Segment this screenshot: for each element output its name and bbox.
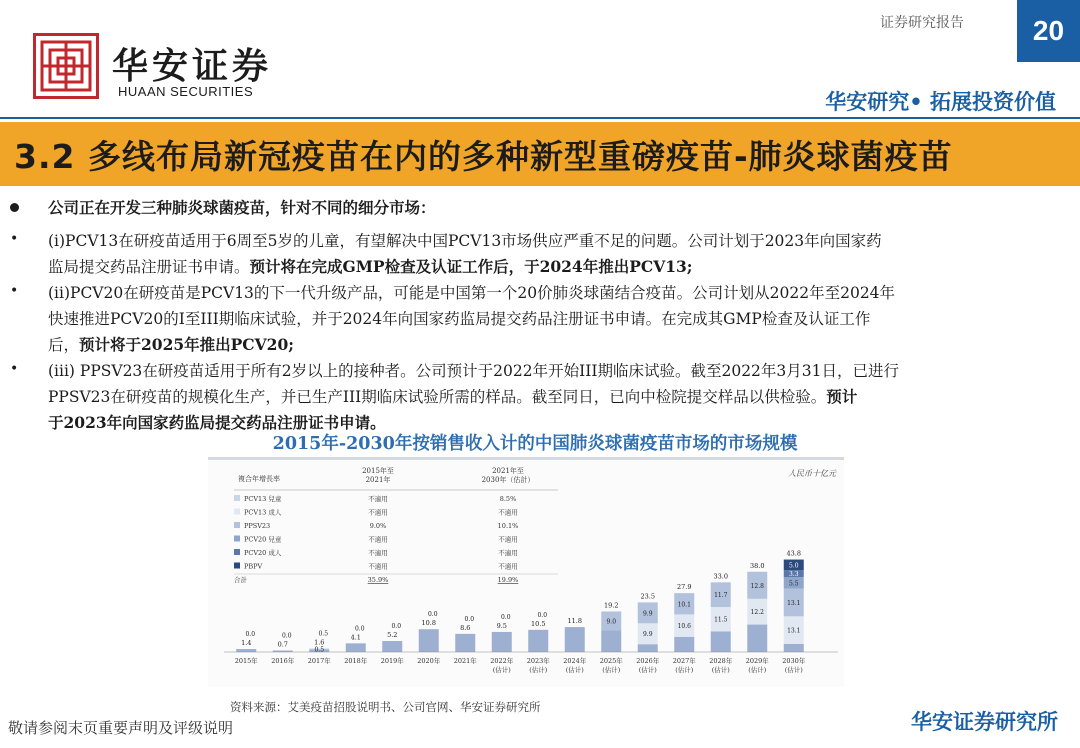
text-run: (i)PCV13在研疫苗适用于6周至5岁的儿童，有望解决中国PCV13市场供应严重不足的问题。公司计划于2023年向国家药: [48, 232, 882, 250]
segment-label: 0.5: [314, 646, 325, 654]
category-label: 2021年: [453, 657, 477, 665]
table-header: 2030年（估計）: [481, 476, 535, 484]
segment-label: 10.6: [677, 623, 691, 631]
total-label: 43.8: [786, 549, 801, 558]
intro-text: 公司正在开发三种肺炎球菌疫苗，针对不同的细分市场：: [48, 198, 436, 217]
company-logo-icon: [33, 33, 99, 99]
category-label: 2029年: [745, 657, 769, 665]
category-label: 2016年: [271, 657, 295, 665]
text-run: (ii)PCV20在研疫苗是PCV13的下一代升级产品，可能是中国第一个20价肺炎球菌结合疫苗。公司计划从2022年至2024年: [48, 284, 896, 302]
bar-segment-base: [638, 644, 658, 652]
cagr-value: 不適用: [368, 495, 388, 503]
bar-segment-base: [236, 649, 256, 652]
legend-entry: 合計: [234, 576, 247, 584]
total-label: 10.5: [531, 619, 546, 628]
cagr-value: 9.0%: [369, 522, 387, 530]
logo-mark-icon: [36, 36, 96, 96]
bar-segment-base: [747, 625, 767, 652]
report-type-label: 证券研究报告: [880, 15, 964, 31]
bullet-dot-icon: [10, 203, 19, 212]
total-label: 8.6: [460, 623, 471, 632]
table-header: 2021年: [365, 476, 391, 484]
cagr-value: 19.9%: [497, 576, 519, 584]
bar-segment-base: [565, 627, 585, 652]
category-label: (估计): [529, 666, 548, 674]
paragraph-line: [48, 384, 1052, 410]
category-label: (估计): [565, 666, 584, 674]
chart-title: 2015年-2030年按销售收入计的中国肺炎球菌疫苗市场的市场规模: [272, 434, 798, 454]
bullet-marker: •: [10, 231, 19, 247]
text-run: 后，: [48, 336, 80, 354]
top-label: 0.0: [427, 611, 438, 619]
segment-label: 9.9: [642, 610, 653, 618]
legend-swatch: [234, 522, 240, 528]
table-header: 複合年增長率: [238, 475, 280, 483]
bullet-marker: •: [10, 283, 19, 299]
bar-segment-base: [674, 637, 694, 652]
total-label: 9.5: [496, 621, 507, 630]
total-label: 4.1: [350, 633, 361, 642]
slogan: 华安研究• 拓展投资价值: [825, 90, 1056, 114]
header-divider: [0, 117, 1080, 119]
section-title-bar: [0, 122, 1080, 186]
category-label: 2024年: [563, 657, 587, 665]
top-label: 0.0: [281, 632, 292, 640]
total-label: 23.5: [640, 592, 655, 601]
footer-brand: 华安证券研究所: [911, 710, 1058, 734]
bar-segment-base: [711, 631, 731, 652]
segment-label: 11.5: [714, 616, 728, 624]
total-label: 19.2: [604, 601, 619, 610]
top-label: 0.0: [500, 613, 511, 621]
category-label: 2022年: [490, 657, 514, 665]
total-label: 5.2: [387, 631, 398, 640]
legend-entry: PBPV: [244, 562, 263, 571]
top-label: 0.0: [354, 625, 365, 633]
text-run: PPSV23在研疫苗的规模化生产，并已生产III期临床试验所需的样品。截至同日，已向中检院提交样品以供检验。: [48, 388, 827, 406]
top-label: 0.5: [318, 630, 329, 638]
legend-swatch: [234, 509, 240, 515]
total-label: 10.8: [421, 619, 436, 628]
table-header: 2015年至: [362, 467, 394, 475]
legend-entry: PPSV23: [244, 522, 271, 530]
total-label: 27.9: [677, 583, 692, 592]
category-label: 2030年: [782, 657, 806, 665]
segment-label: 9.9: [642, 631, 653, 639]
segment-label: 12.2: [750, 609, 764, 617]
paragraph-line: [48, 332, 1052, 358]
bar-segment-base: [382, 641, 402, 652]
segment-label: 10.1: [677, 601, 691, 609]
cagr-value: 不適用: [498, 508, 518, 517]
table-header: 2021年至: [492, 467, 524, 475]
top-label: 0.0: [537, 611, 548, 619]
paragraph-line: [48, 254, 1052, 280]
segment-label: 12.8: [750, 582, 764, 590]
segment-label: 5.0: [788, 562, 799, 570]
bold-text-run: 于2023年向国家药监局提交药品注册证书申请。: [48, 413, 386, 432]
bold-text-run: 预计将于2025年推出PCV20;: [79, 335, 294, 354]
top-label: 0.0: [391, 623, 402, 631]
legend-swatch: [234, 563, 240, 569]
bar-segment-base: [419, 629, 439, 652]
cagr-value: 不適用: [368, 535, 388, 544]
segment-label: 5.5: [788, 580, 799, 588]
category-label: (估计): [748, 666, 767, 674]
page-number-badge: 20: [1017, 0, 1080, 62]
legend-entry: PCV20 兒童: [244, 535, 282, 544]
text-run: (iii) PPSV23在研疫苗适用于所有2岁以上的接种者。公司预计于2022年开始III期临床试验。截至2022年3月31日，已进行: [48, 362, 899, 380]
paragraph-pcv20: [48, 280, 1052, 358]
category-label: 2023年: [526, 657, 550, 665]
logo-english-name: HUAAN SECURITIES: [118, 84, 254, 99]
legend-entry: PCV13 成人: [244, 508, 282, 517]
paragraph-line: [48, 280, 1052, 306]
total-label: 0.7: [277, 640, 288, 649]
text-run: 快速推进PCV20的I至III期临床试验，并于2024年向国家药监局提交药品注册证书申请。在完成其GMP检查及认证工作: [48, 310, 871, 328]
segment-label: 13.1: [787, 599, 801, 607]
category-label: 2015年: [234, 657, 258, 665]
logo-chinese-name: 华安证券: [112, 45, 273, 87]
paragraph-line: [48, 228, 1052, 254]
segment-label: 11.7: [714, 592, 728, 600]
category-label: (估计): [638, 666, 657, 674]
total-label: 11.8: [567, 617, 582, 626]
legend-entry: PCV13 兒童: [244, 495, 282, 503]
segment-label: 9.0: [606, 618, 617, 626]
legend-entry: PCV20 成人: [244, 549, 282, 557]
category-label: 2027年: [672, 657, 696, 665]
paragraph-pcv13: [48, 228, 1052, 280]
paragraph-ppsv23: [48, 358, 1052, 436]
category-label: 2026年: [636, 657, 660, 665]
cagr-value: 10.1%: [497, 522, 519, 530]
legend-swatch: [234, 549, 240, 555]
category-label: 2028年: [709, 657, 733, 665]
source-note: 资料来源：艾美疫苗招股说明书、公司官网、华安证券研究所: [230, 700, 541, 714]
category-label: 2018年: [344, 657, 368, 665]
section-title: 3.2 多线布局新冠疫苗在内的多种新型重磅疫苗-肺炎球菌疫苗: [14, 136, 953, 176]
bold-text-run: 预计: [826, 387, 858, 406]
bold-text-run: 预计将在完成GMP检查及认证工作后，于2024年推出PCV13;: [249, 257, 693, 276]
top-label: 0.0: [464, 615, 475, 623]
category-label: 2019年: [380, 657, 404, 665]
category-label: (估计): [602, 666, 621, 674]
bar-segment-base: [528, 630, 548, 652]
segment-label: 3.3: [788, 571, 799, 579]
bullet-marker: •: [10, 361, 19, 377]
cagr-value: 不適用: [498, 535, 518, 544]
segment-label: 13.1: [787, 627, 801, 635]
bar-segment-base: [346, 643, 366, 652]
bar-segment-base: [492, 632, 512, 652]
cagr-value: 不適用: [368, 508, 388, 517]
paragraph-line: [48, 306, 1052, 332]
bar-segment-base: [455, 634, 475, 652]
cagr-value: 不適用: [368, 549, 388, 557]
footer-disclaimer: 敬请参阅末页重要声明及评级说明: [8, 719, 234, 737]
paragraph-line: [48, 358, 1052, 384]
cagr-value: 不適用: [368, 562, 388, 571]
total-label: 1.4: [241, 639, 252, 648]
category-label: (估计): [675, 666, 694, 674]
text-run: 监局提交药品注册证书申请。: [48, 258, 250, 276]
category-label: 2017年: [307, 657, 331, 665]
market-size-chart: [208, 460, 844, 690]
category-label: (估计): [784, 666, 803, 674]
cagr-value: 不適用: [498, 549, 518, 557]
legend-swatch: [234, 536, 240, 542]
cagr-value: 不適用: [498, 562, 518, 571]
total-label: 1.6: [314, 638, 325, 647]
category-label: (估计): [492, 666, 511, 674]
total-label: 38.0: [750, 561, 765, 570]
category-label: 2020年: [417, 657, 441, 665]
category-label: (估计): [711, 666, 730, 674]
category-label: 2025年: [599, 657, 623, 665]
total-label: 33.0: [713, 572, 728, 581]
chart-frame: [208, 457, 844, 687]
unit-label: 人民币十亿元: [788, 469, 836, 478]
bar-segment-base: [784, 644, 804, 652]
legend-swatch: [234, 495, 240, 501]
bar-segment-base: [601, 630, 621, 652]
top-label: 0.0: [245, 631, 256, 639]
cagr-value: 8.5%: [499, 495, 517, 503]
cagr-value: 35.9%: [367, 576, 389, 584]
